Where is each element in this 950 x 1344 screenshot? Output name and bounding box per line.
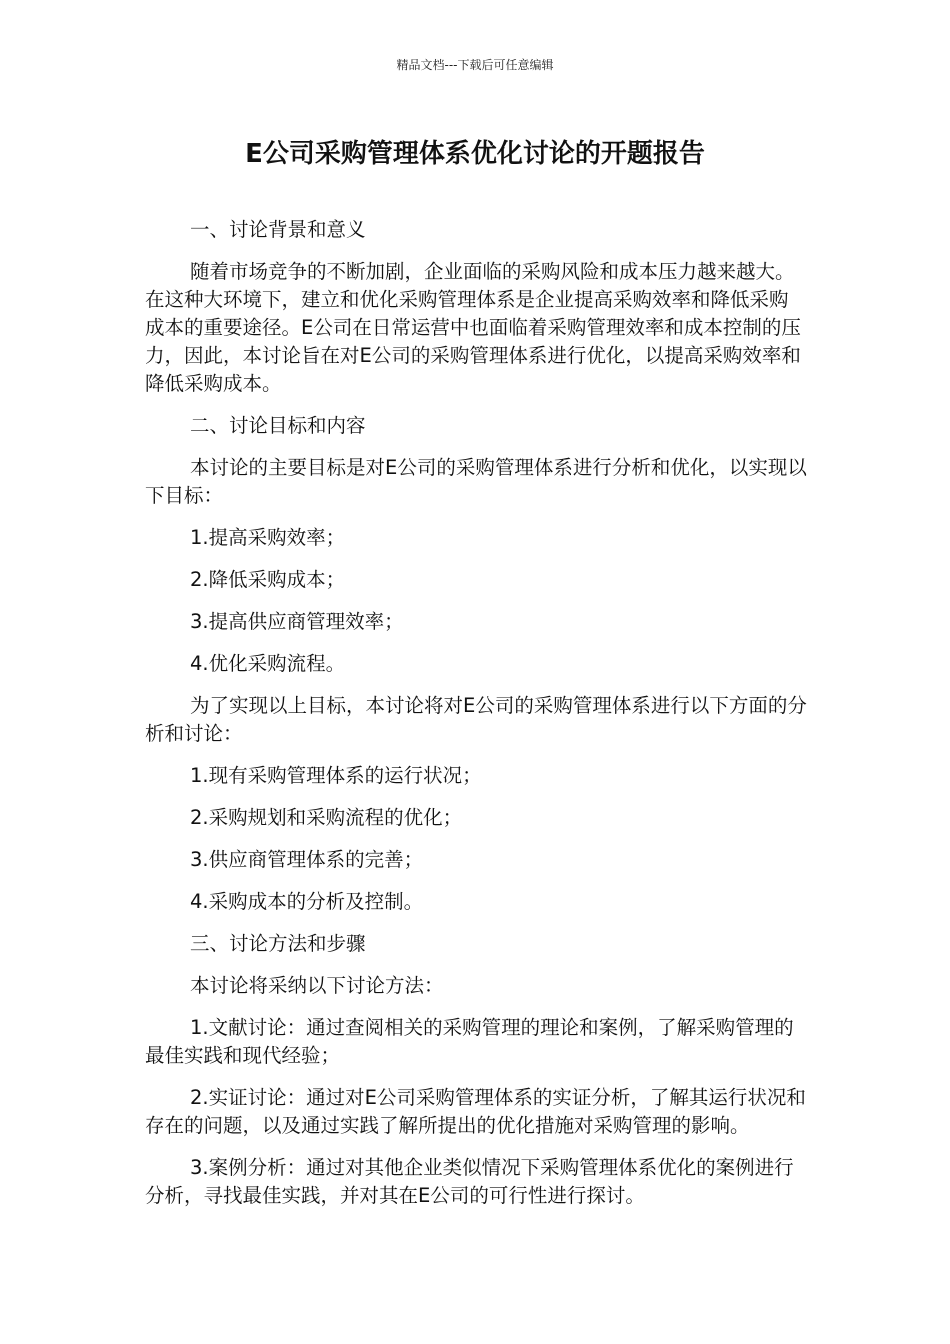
page-header: 精品文档---下载后可任意编辑 [396, 58, 554, 72]
section-heading-background: 一、讨论背景和意义 [190, 218, 366, 241]
list-item-content-4: 4.采购成本的分析及控制。 [190, 890, 424, 913]
list-item-goal-1: 1.提高采购效率； [190, 526, 346, 549]
list-item-content-2: 2.采购规划和采购流程的优化； [190, 806, 463, 829]
document-body [145, 216, 807, 1224]
list-item-goal-2: 2.降低采购成本； [190, 568, 346, 591]
list-item-method-3: 3.案例分析：通过对其他企业类似情况下采购管理体系优化的案例进行分析，寻找最佳实践，并对其在E公司的可行性进行探讨。 [145, 1156, 794, 1207]
list-item-goal-4: 4.优化采购流程。 [190, 652, 346, 675]
paragraph-methods-intro: 本讨论将采纳以下讨论方法： [190, 974, 444, 997]
document-title: E公司采购管理体系优化讨论的开题报告 [245, 139, 705, 169]
list-item-method-2: 2.实证讨论：通过对E公司采购管理体系的实证分析，了解其运行状况和存在的问题，以及通过实践了解所提出的优化措施对采购管理的影响。 [145, 1086, 806, 1137]
section-heading-methods: 三、讨论方法和步骤 [190, 932, 366, 955]
list-item-method-1: 1.文献讨论：通过查阅相关的采购管理的理论和案例，了解采购管理的最佳实践和现代经验； [145, 1016, 794, 1067]
list-item-content-1: 1.现有采购管理体系的运行状况； [190, 764, 482, 787]
paragraph-goals-intro: 本讨论的主要目标是对E公司的采购管理体系进行分析和优化，以实现以下目标： [145, 456, 807, 507]
paragraph-background: 随着市场竞争的不断加剧，企业面临的采购风险和成本压力越来越大。在这种大环境下，建立和优化采购管理体系是企业提高采购效率和降低采购成本的重要途径。E公司在日常运营中也面临着采购管理效率和成本控制的压力，因此，本讨论旨在对E公司的采购管理体系进行优化，以提高采购效率和降低采购成本。 [145, 260, 801, 395]
list-item-content-3: 3.供应商管理体系的完善； [190, 848, 424, 871]
paragraph-content-intro: 为了实现以上目标，本讨论将对E公司的采购管理体系进行以下方面的分析和讨论： [145, 694, 807, 745]
section-heading-goals: 二、讨论目标和内容 [190, 414, 366, 437]
list-item-goal-3: 3.提高供应商管理效率； [190, 610, 404, 633]
